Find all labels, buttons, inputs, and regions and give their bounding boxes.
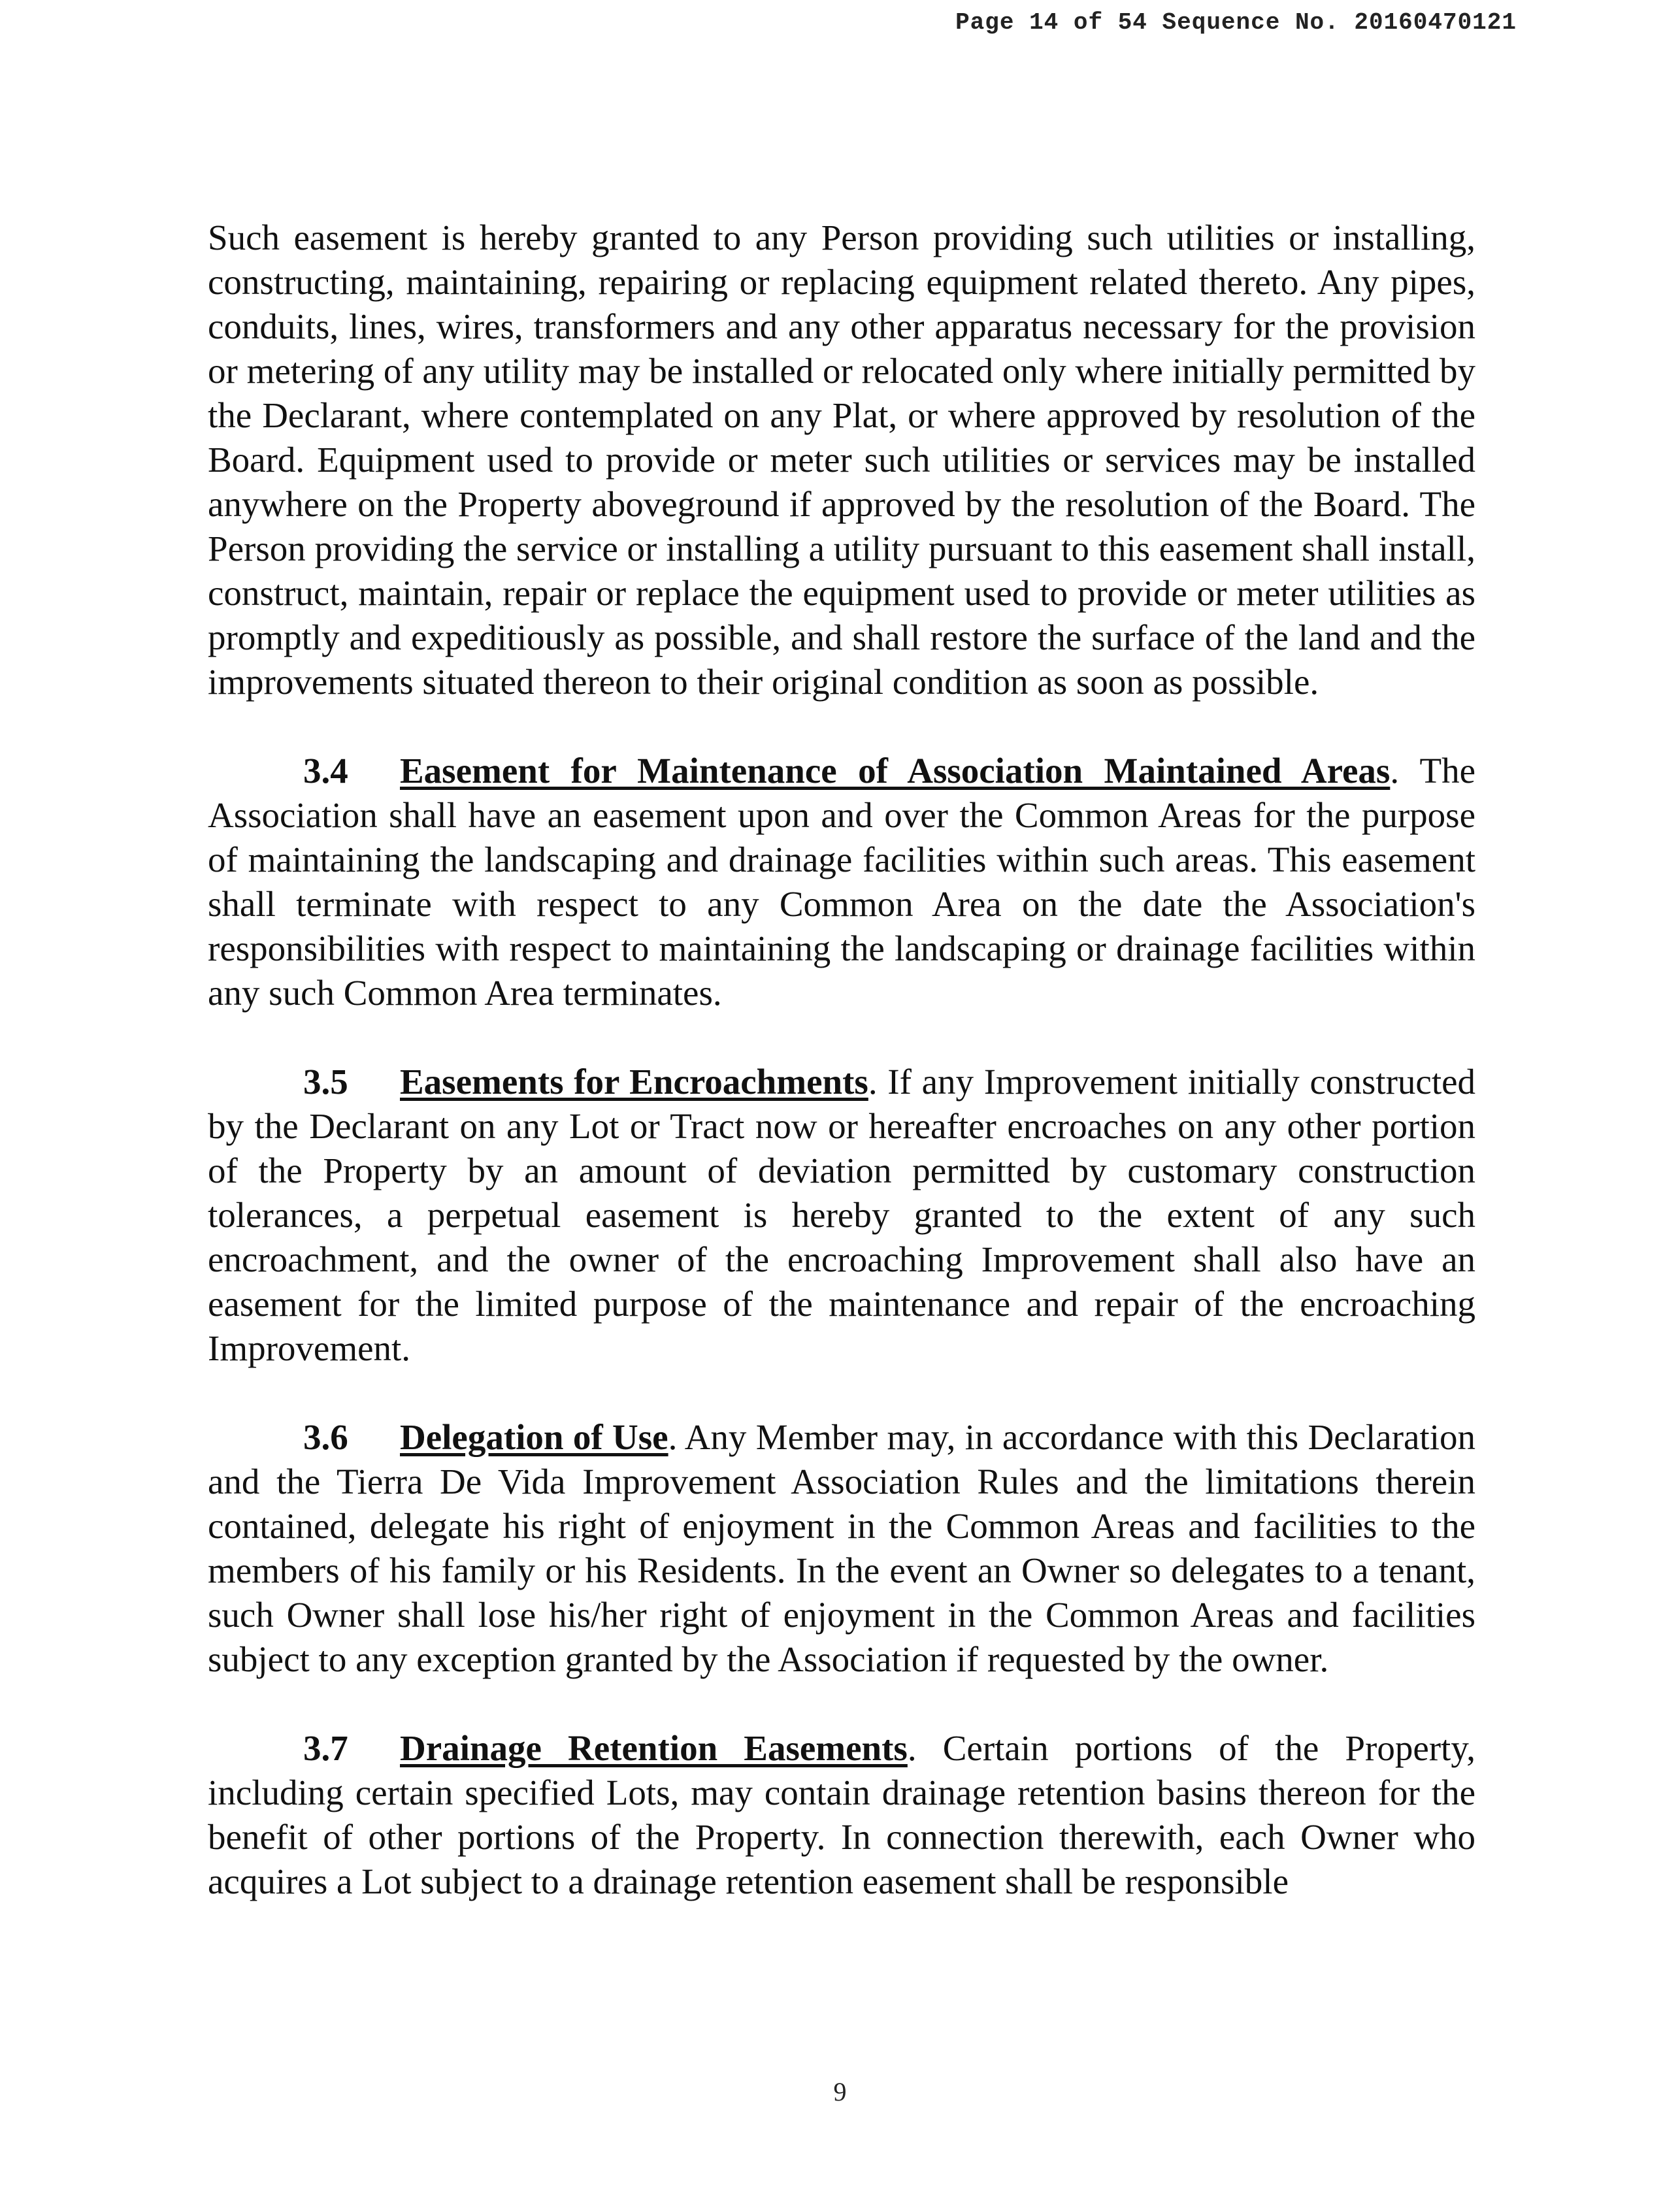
section-3-5 xyxy=(208,1060,1475,1371)
section-3-7 xyxy=(208,1726,1475,1904)
section-body: . Any Member may, in accordance with this Declaration and the Tierra De Vida Improvement Association Rules and the limitations therein contained, delegate his right of enjoyment in the Common Areas and facilities to the members of his family or his Residents. In the event an Owner so delegates to a tenant, such Owner shall lose his/her right of enjoyment in the Common Areas and facilities subject to any exception granted by the Association if requested by the owner. xyxy=(208,1417,1475,1679)
intro-paragraph: Such easement is hereby granted to any Person providing such utilities or installing, constructing, maintaining, repairing or replacing equipment related thereto. Any pipes, conduits, lines, wires, transformers and any other apparatus necessary for the provision or metering of any utility may be installed or relocated only where initially permitted by the Declarant, where contemplated on any Plat, or where approved by resolution of the Board. Equipment used to provide or meter such utilities or services may be installed anywhere on the Property aboveground if approved by the resolution of the Board. The Person providing the service or installing a utility pursuant to this easement shall install, construct, maintain, repair or replace the equipment used to provide or meter utilities as promptly and expeditiously as possible, and shall restore the surface of the land and the improvements situated thereon to their original condition as soon as possible. xyxy=(208,218,1475,702)
section-body: . If any Improvement initially constructed by the Declarant on any Lot or Tract now or hereafter encroaches on any other portion of the Property by an amount of deviation permitted by customary construction tolerances, a perpetual easement is hereby granted to the extent of any such encroachment, and the owner of the encroaching Improvement shall also have an easement for the limited purpose of the maintenance and repair of the encroaching Improvement. xyxy=(208,1062,1476,1368)
section-title: Easement for Maintenance of Association Maintained Areas xyxy=(400,751,1391,791)
section-body: . The Association shall have an easement upon and over the Common Areas for the purpose of maintaining the landscaping and drainage facilities within such areas. This easement shall terminate with respect to any Common Area on the date the Association's responsibilities with respect to maintaining the landscaping or drainage facilities within any such Common Area terminates. xyxy=(208,751,1475,1013)
document-body xyxy=(208,216,1475,1948)
section-number: 3.6 xyxy=(303,1417,348,1457)
page-sequence-header: Page 14 of 54 Sequence No. 20160470121 xyxy=(955,9,1517,36)
section-number: 3.4 xyxy=(303,751,348,791)
section-number: 3.5 xyxy=(303,1062,348,1102)
section-title: Delegation of Use xyxy=(400,1417,668,1457)
section-title: Drainage Retention Easements xyxy=(400,1728,908,1768)
section-body: . Certain portions of the Property, including certain specified Lots, may contain drainage retention basins thereon for the benefit of other portions of the Property. In connection therewith, each Owner who acquires a Lot subject to a drainage retention easement shall be responsible xyxy=(208,1728,1476,1901)
section-title: Easements for Encroachments xyxy=(400,1062,868,1102)
section-3-6 xyxy=(208,1415,1475,1682)
section-3-4 xyxy=(208,749,1475,1015)
page-number: 9 xyxy=(833,2077,847,2106)
section-number: 3.7 xyxy=(303,1728,348,1768)
